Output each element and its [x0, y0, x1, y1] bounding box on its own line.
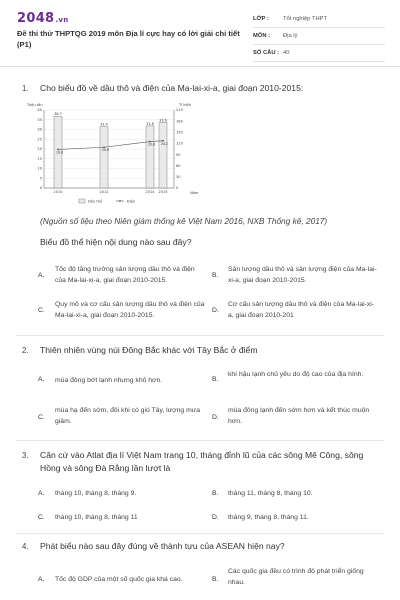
option-b[interactable]: tháng 11, tháng 8, tháng 10.: [228, 490, 313, 497]
option-c[interactable]: mùa hạ đến sớm, đôi khi có gió Tây, lượng mưa giảm.: [55, 407, 201, 425]
option-c-letter: C.: [38, 514, 45, 521]
right-tick-label: 150: [176, 130, 183, 135]
option-a-letter: A.: [38, 576, 45, 583]
left-tick-label: 5: [39, 176, 42, 181]
right-tick-label: 30: [176, 175, 181, 180]
logo-suffix: .vn: [55, 16, 69, 24]
option-d-letter: D.: [212, 514, 219, 521]
right-tick-label: 120: [176, 141, 183, 146]
legend-swatch-bar: [79, 199, 85, 203]
bar-value-label: 36.7: [54, 112, 62, 117]
option-a[interactable]: Tốc độ tăng trưởng sản lượng dầu thô và điện của Ma-lai-xi-a, giai đoạn 2010-2015.: [55, 266, 195, 284]
option-b[interactable]: Sản lượng dầu thô và sản lượng điện của Ma-lai-xi-a, giai đoạn 2010-2015.: [228, 266, 377, 284]
option-a[interactable]: mùa đông bớt lạnh nhưng khô hơn.: [55, 377, 163, 384]
right-axis-title: Tỉ kWh: [179, 103, 192, 107]
option-c[interactable]: tháng 10, tháng 8, tháng 11: [55, 514, 138, 521]
bar-value-label: 33.6: [159, 118, 167, 123]
x-axis-suffix: Năm: [190, 191, 199, 195]
line-value-label: 19.8: [55, 150, 64, 155]
bar: [100, 127, 108, 188]
question-number: 4.: [22, 542, 29, 551]
question-number: 2.: [22, 346, 29, 355]
option-b-letter: B.: [212, 576, 219, 583]
option-c-letter: C.: [38, 414, 45, 421]
option-a[interactable]: tháng 10, tháng 8, tháng 9.: [55, 490, 137, 497]
left-tick-label: 35: [37, 117, 42, 122]
option-d-letter: D.: [212, 307, 219, 314]
bar: [146, 126, 154, 188]
option-b-letter: B.: [212, 272, 219, 279]
meta-value: Địa lý: [283, 33, 298, 39]
option-a[interactable]: Tốc độ GDP của một số quốc gia khá cao.: [55, 576, 183, 583]
meta-value: 40: [283, 50, 290, 56]
bar-value-label: 31.8: [146, 121, 154, 126]
option-c[interactable]: Quy mô và cơ cấu sản lượng dầu thô và điện của Ma-lai-xi-a, giai đoạn 2010-2015.: [55, 301, 205, 319]
left-tick-label: 40: [37, 108, 42, 113]
question-text: Căn cứ vào Atlat địa lí Việt Nam trang 10, tháng đỉnh lũ của các sông Mê Công, sông Hồng và sông Đà Rằng lần lượt là: [40, 450, 364, 473]
meta-row-count: [253, 45, 385, 62]
meta-key: SỐ CÂU :: [253, 50, 280, 56]
x-tick-label: 2014: [145, 190, 155, 194]
sub-question-text: Biểu đồ thể hiện nội dung nào sau đây?: [40, 237, 192, 247]
data-source-note: (Nguồn số liệu theo Niên giám thống kê Việt Nam 2016, NXB Thống kê, 2017): [40, 216, 328, 226]
document-title: Đề thi thử THPTQG 2019 môn Địa lí cực hay có lời giải chi tiết (P1): [17, 29, 240, 49]
document-header: [0, 0, 400, 66]
bar-value-label: 31.4: [100, 122, 108, 127]
line-value-label: 20.9: [101, 148, 110, 153]
meta-panel: [253, 11, 385, 62]
option-d-letter: D.: [212, 414, 219, 421]
site-logo[interactable]: [17, 11, 69, 26]
logo-main: 2048: [17, 11, 55, 26]
right-tick-label: 90: [176, 152, 181, 157]
right-tick-label: 0: [176, 186, 179, 191]
right-tick-label: 60: [176, 163, 181, 168]
option-d[interactable]: mùa đông lạnh đến sớm hơn và kết thúc muộn hơn.: [228, 407, 370, 425]
question-text: Cho biểu đồ về dầu thô và điện của Ma-lai-xi-a, giai đoạn 2010-2015:: [40, 83, 304, 93]
left-tick-label: 25: [37, 137, 42, 142]
left-tick-label: 15: [37, 156, 42, 161]
option-a-letter: A.: [38, 490, 45, 497]
legend-label-bar: Dầu thô: [88, 199, 103, 204]
header-divider: [0, 66, 400, 67]
line-value-label: 24.2: [160, 141, 169, 146]
left-tick-label: 0: [39, 186, 42, 191]
option-c-letter: C.: [38, 307, 45, 314]
bar: [159, 122, 167, 188]
option-b-letter: B.: [212, 490, 219, 497]
left-axis-title: Triệu tấn: [27, 103, 43, 107]
question-number: 3.: [22, 451, 29, 460]
meta-key: MÔN :: [253, 33, 271, 39]
option-b[interactable]: Các quốc gia đều có trình độ phát triển giống nhau.: [228, 568, 364, 586]
question-divider: [16, 335, 384, 336]
x-tick-label: 2010: [53, 190, 63, 194]
right-tick-label: 180: [176, 119, 183, 124]
left-tick-label: 30: [37, 127, 42, 132]
legend-marker-line: [119, 200, 121, 202]
question-divider: [16, 440, 384, 441]
chart-container: [24, 100, 214, 215]
question-number: 1.: [22, 84, 29, 93]
option-b-letter: B.: [212, 376, 219, 383]
line-value-label: 23.8: [147, 142, 156, 147]
option-b[interactable]: khí hậu lạnh chủ yếu do độ cao của địa hình.: [228, 371, 364, 378]
meta-row-class: [253, 11, 385, 28]
x-tick-label: 2015: [158, 190, 168, 194]
left-tick-label: 20: [37, 147, 42, 152]
meta-value: Tốt nghiệp THPT: [283, 16, 328, 22]
option-d[interactable]: Cơ cấu sản lượng dầu thô và điện của Ma-lai-xi-a, giai đoạn 2010-201: [228, 301, 375, 319]
legend-label-line: Điện: [127, 199, 136, 204]
x-tick-label: 2012: [99, 190, 109, 194]
question-text: Phát biểu nào sau đây đúng về thành tựu của ASEAN hiện nay?: [40, 541, 285, 551]
left-tick-label: 10: [37, 166, 42, 171]
right-tick-label: 210: [176, 108, 183, 113]
option-a-letter: A.: [38, 376, 45, 383]
oil-electricity-chart: [24, 100, 214, 210]
option-a-letter: A.: [38, 272, 45, 279]
meta-key: LỚP :: [253, 16, 269, 22]
option-d[interactable]: tháng 9, tháng 8, tháng 11.: [228, 514, 309, 521]
question-text: Thiên nhiên vùng núi Đông Bắc khác với Tây Bắc ở điểm: [40, 345, 258, 355]
meta-row-subject: [253, 28, 385, 45]
question-divider: [16, 533, 384, 534]
